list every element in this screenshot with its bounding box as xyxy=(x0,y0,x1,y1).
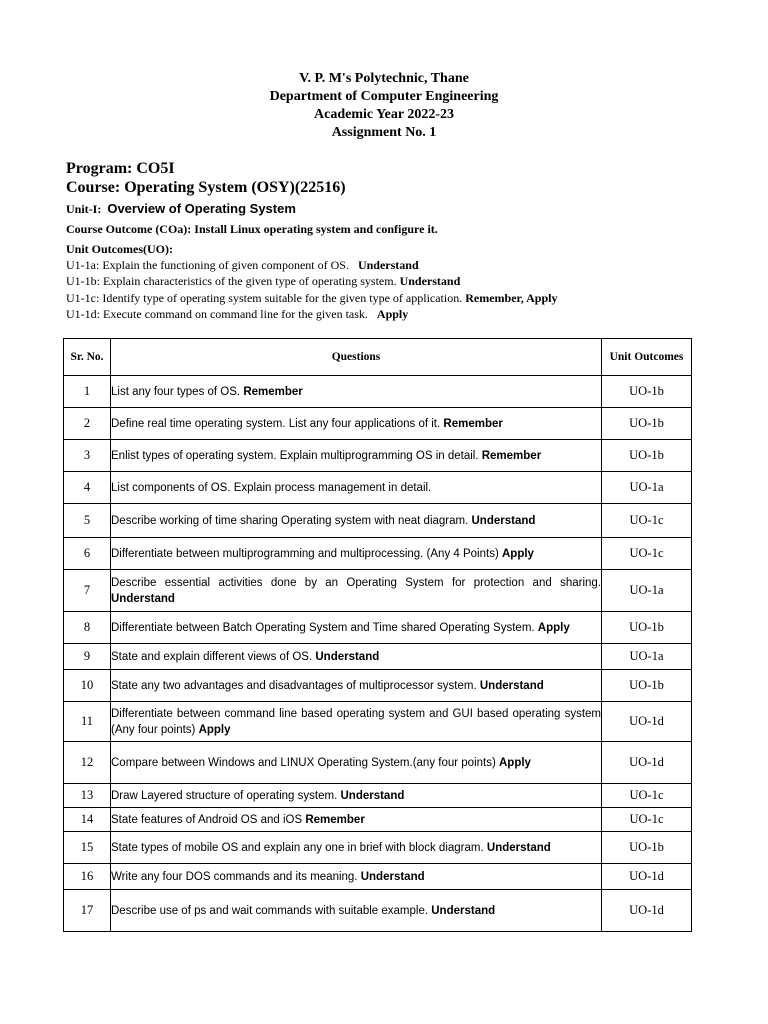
unit-outcome-cell: UO-1c xyxy=(602,538,692,570)
header-sr-no: Sr. No. xyxy=(64,339,111,376)
question-cell xyxy=(111,570,602,612)
assignment-number: Assignment No. 1 xyxy=(331,125,437,140)
sr-no-cell: 15 xyxy=(64,832,111,864)
question-text: Differentiate between command line based operating system and GUI based operating system (Any four points) xyxy=(111,707,601,736)
unit-outcome xyxy=(66,307,408,322)
unit-outcome-level: Apply xyxy=(376,307,409,321)
sr-no-cell: 11 xyxy=(64,702,111,742)
unit-outcome-cell: UO-1b xyxy=(602,832,692,864)
unit-outcome xyxy=(66,258,419,273)
unit-outcome-cell: UO-1c xyxy=(602,504,692,538)
question-text: Describe working of time sharing Operating system with neat diagram. xyxy=(111,514,469,527)
question-cell xyxy=(111,670,602,702)
bloom-level-tag: Understand xyxy=(479,679,544,692)
unit-outcome-cell: UO-1d xyxy=(602,702,692,742)
bloom-level-tag: Remember xyxy=(443,417,503,430)
question-cell xyxy=(111,702,602,742)
bloom-level-tag: Understand xyxy=(315,650,380,663)
sr-no-cell: 1 xyxy=(64,376,111,408)
question-cell xyxy=(111,864,602,890)
unit-title: Overview of Operating System xyxy=(107,201,296,216)
question-text: Write any four DOS commands and its meaning. xyxy=(111,870,358,883)
question-cell xyxy=(111,472,602,504)
sr-no-cell: 6 xyxy=(64,538,111,570)
sr-no-cell: 14 xyxy=(64,808,111,832)
academic-year: Academic Year 2022-23 xyxy=(314,107,454,122)
question-text: State features of Android OS and iOS xyxy=(111,813,303,826)
question-cell xyxy=(111,538,602,570)
unit-outcome-level: Understand xyxy=(357,258,419,272)
unit-outcome-cell: UO-1d xyxy=(602,742,692,784)
sr-no-cell: 17 xyxy=(64,890,111,932)
question-text: Draw Layered structure of operating system. xyxy=(111,789,338,802)
course-line: Course: Operating System (OSY)(22516) xyxy=(66,179,346,196)
sr-no-cell: 7 xyxy=(64,570,111,612)
sr-no-cell: 12 xyxy=(64,742,111,784)
question-cell xyxy=(111,504,602,538)
bloom-level-tag: Remember xyxy=(305,813,365,826)
unit-outcome-text: U1-1d: Execute command on command line for the given task. xyxy=(66,307,368,321)
unit-outcome-cell: UO-1a xyxy=(602,472,692,504)
table-row xyxy=(64,832,692,864)
question-cell xyxy=(111,808,602,832)
bloom-level-tag: Understand xyxy=(471,514,536,527)
sr-no-cell: 2 xyxy=(64,408,111,440)
bloom-level-tag: Understand xyxy=(486,841,551,854)
table-row xyxy=(64,702,692,742)
question-text: List any four types of OS. xyxy=(111,385,241,398)
header-unit-outcomes: Unit Outcomes xyxy=(602,339,692,376)
unit-outcome-cell: UO-1b xyxy=(602,376,692,408)
question-cell xyxy=(111,644,602,670)
question-cell xyxy=(111,742,602,784)
course-outcome: Course Outcome (COa): Install Linux operating system and configure it. xyxy=(66,222,438,236)
sr-no-cell: 9 xyxy=(64,644,111,670)
unit-outcome-text: U1-1b: Explain characteristics of the given type of operating system. xyxy=(66,274,397,288)
table-row xyxy=(64,408,692,440)
table-row xyxy=(64,570,692,612)
bloom-level-tag: Apply xyxy=(198,723,231,736)
table-row xyxy=(64,742,692,784)
question-cell xyxy=(111,612,602,644)
sr-no-cell: 5 xyxy=(64,504,111,538)
table-row xyxy=(64,612,692,644)
bloom-level-tag: Understand xyxy=(111,592,175,605)
sr-no-cell: 3 xyxy=(64,440,111,472)
sr-no-cell: 10 xyxy=(64,670,111,702)
bloom-level-tag: Understand xyxy=(360,870,425,883)
question-text: Describe essential activities done by an Operating System for protection and sharing. xyxy=(111,576,601,589)
question-text: Define real time operating system. List any four applications of it. xyxy=(111,417,441,430)
question-cell xyxy=(111,832,602,864)
bloom-level-tag: Apply xyxy=(537,621,570,634)
table-row xyxy=(64,808,692,832)
question-cell xyxy=(111,890,602,932)
unit-line xyxy=(66,201,296,217)
question-text: Differentiate between multiprogramming and multiprocessing. (Any 4 Points) xyxy=(111,547,499,560)
unit-outcome-cell: UO-1d xyxy=(602,864,692,890)
bloom-level-tag: Apply xyxy=(499,756,531,769)
question-cell xyxy=(111,784,602,808)
questions-table xyxy=(63,338,692,932)
table-row xyxy=(64,504,692,538)
questions-body xyxy=(64,376,692,932)
question-text: List components of OS. Explain process management in detail. xyxy=(111,481,432,494)
table-row xyxy=(64,644,692,670)
bloom-level-tag: Apply xyxy=(501,547,534,560)
sr-no-cell: 13 xyxy=(64,784,111,808)
table-row xyxy=(64,670,692,702)
unit-outcome-level: Understand xyxy=(399,274,461,288)
unit-outcome-cell: UO-1c xyxy=(602,808,692,832)
table-row xyxy=(64,376,692,408)
question-text: State any two advantages and disadvantages of multiprocessor system. xyxy=(111,679,477,692)
unit-outcome-text: U1-1a: Explain the functioning of given component of OS. xyxy=(66,258,349,272)
unit-outcome-cell: UO-1b xyxy=(602,440,692,472)
table-row xyxy=(64,864,692,890)
question-text: Differentiate between Batch Operating System and Time shared Operating System. xyxy=(111,621,535,634)
bloom-level-tag: Remember xyxy=(243,385,303,398)
bloom-level-tag: Understand xyxy=(340,789,405,802)
table-row xyxy=(64,440,692,472)
question-text: State types of mobile OS and explain any one in brief with block diagram. xyxy=(111,841,484,854)
unit-outcome-cell: UO-1b xyxy=(602,408,692,440)
sr-no-cell: 4 xyxy=(64,472,111,504)
unit-outcome-cell: UO-1a xyxy=(602,570,692,612)
table-header-row xyxy=(64,339,692,376)
question-text: Compare between Windows and LINUX Operating System.(any four points) xyxy=(111,756,496,769)
question-text: State and explain different views of OS. xyxy=(111,650,313,663)
unit-label: Unit-I: xyxy=(66,202,102,216)
header-questions: Questions xyxy=(111,339,602,376)
department-name: Department of Computer Engineering xyxy=(269,89,499,104)
unit-outcome-cell: UO-1b xyxy=(602,670,692,702)
program-line: Program: CO5I xyxy=(66,160,175,177)
table-row xyxy=(64,472,692,504)
question-cell xyxy=(111,408,602,440)
question-cell xyxy=(111,440,602,472)
unit-outcomes-heading: Unit Outcomes(UO): xyxy=(66,242,173,256)
sr-no-cell: 8 xyxy=(64,612,111,644)
unit-outcome-cell: UO-1b xyxy=(602,612,692,644)
unit-outcome-cell: UO-1a xyxy=(602,644,692,670)
unit-outcome xyxy=(66,274,460,289)
unit-outcome-level: Remember, Apply xyxy=(465,291,558,305)
unit-outcome xyxy=(66,291,557,306)
question-text: Describe use of ps and wait commands with suitable example. xyxy=(111,904,429,917)
table-row xyxy=(64,890,692,932)
bloom-level-tag: Understand xyxy=(431,904,496,917)
table-row xyxy=(64,538,692,570)
unit-outcome-text: U1-1c: Identify type of operating system suitable for the given type of application. xyxy=(66,291,463,305)
question-text: Enlist types of operating system. Explain multiprogramming OS in detail. xyxy=(111,449,479,462)
table-row xyxy=(64,784,692,808)
institute-name: V. P. M's Polytechnic, Thane xyxy=(299,71,469,86)
unit-outcome-cell: UO-1c xyxy=(602,784,692,808)
bloom-level-tag: Remember xyxy=(481,449,542,462)
sr-no-cell: 16 xyxy=(64,864,111,890)
question-cell xyxy=(111,376,602,408)
unit-outcome-cell: UO-1d xyxy=(602,890,692,932)
